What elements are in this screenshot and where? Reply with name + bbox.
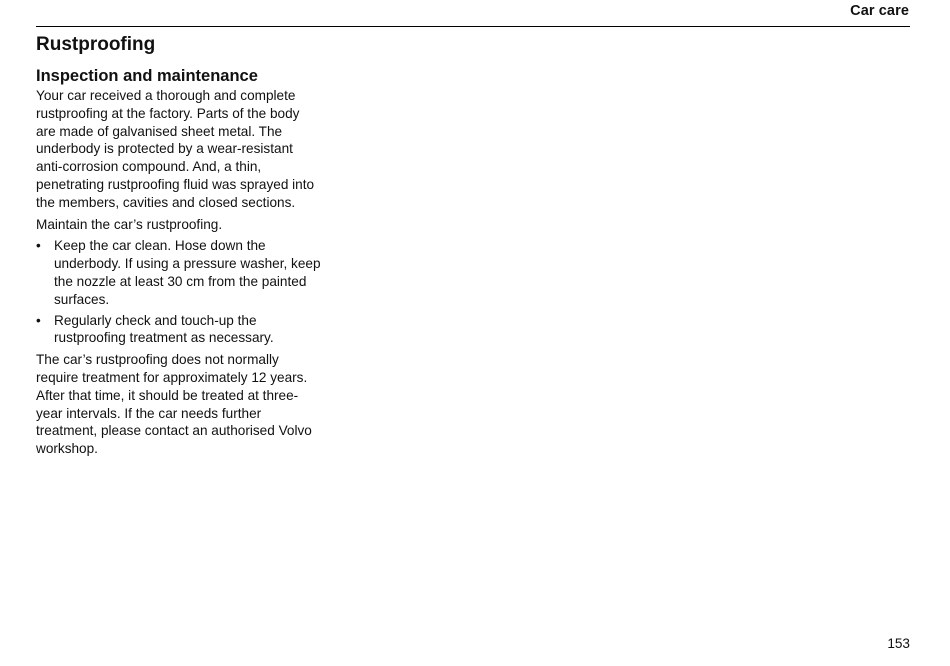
list-item — [36, 312, 321, 348]
maintenance-list — [36, 237, 321, 347]
article — [36, 33, 321, 458]
list-item — [36, 237, 321, 308]
bullet-icon: • — [36, 312, 41, 328]
intro-paragraph: Your car received a thorough and complete rustproofing at the factory. Parts of the body are made of galvanised sheet metal. The underbody is protected by a wear-resistant anti-corrosion compound. And, a thin, penetrating rustproofing fluid was sprayed into the members, cavities and closed sections. — [36, 88, 315, 210]
page-title: Rustproofing — [36, 34, 156, 55]
maintain-paragraph: Maintain the car’s rustproofing. — [36, 216, 223, 232]
list-item-text: Regularly check and touch-up the rustproofing treatment as necessary. — [54, 312, 274, 346]
section-title: Car care — [850, 3, 909, 19]
page-number: 153 — [887, 636, 910, 651]
closing-paragraph: The car’s rustproofing does not normally require treatment for approximately 12 years. After that time, it should be treated at three-year intervals. If the car needs further treatment, please contact an authorised Volvo workshop. — [36, 352, 312, 457]
list-item-text: Keep the car clean. Hose down the underbody. If using a pressure washer, keep the nozzle at least 30 cm from the painted surfaces. — [54, 238, 321, 307]
header-divider — [36, 26, 910, 27]
bullet-icon: • — [36, 238, 41, 254]
section-subtitle: Inspection and maintenance — [36, 67, 258, 85]
